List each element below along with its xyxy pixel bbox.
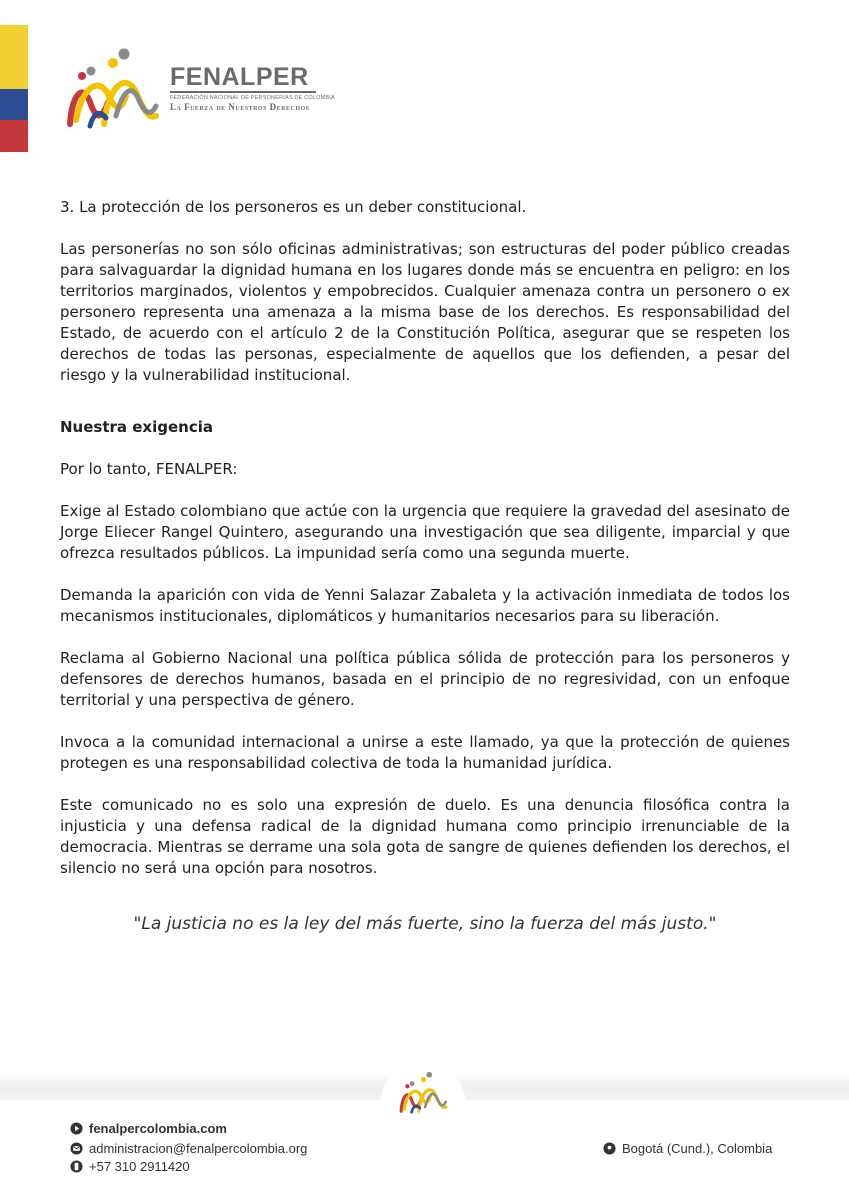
brand-full-name: FEDERACIÓN NACIONAL DE PERSONERÍAS DE COLOMBIA [170,95,335,101]
paragraph-exige: Exige al Estado colombiano que actúe con la urgencia que requiere la gravedad del asesinato de Jorge Eliecer Rangel Quintero, asegurando una investigación que sea diligente, imparcial y que ofrezca resultados públicos. La impunidad sería como una segunda muerte. [60,502,790,562]
document-body [60,197,790,879]
footer-website[interactable] [70,1121,227,1136]
whatsapp-icon [70,1160,83,1173]
flag-stripe-blue [0,89,28,120]
paragraph-intro: Por lo tanto, FENALPER: [60,460,238,478]
fenalper-logo-icon [64,46,160,132]
email-text: administracion@fenalpercolombia.org [89,1141,308,1156]
brand-name: FENALPER [170,63,309,91]
location-text: Bogotá (Cund.), Colombia [622,1141,773,1156]
brand-block [170,64,335,112]
footer-phone[interactable] [70,1159,190,1174]
footer-location [603,1141,772,1156]
location-pin-icon [603,1142,616,1155]
website-text: fenalpercolombia.com [89,1121,227,1136]
paragraph-invoca: Invoca a la comunidad internacional a unirse a este llamado, ya que la protección de quienes protegen es una responsabilidad colectiva de toda la humanidad jurídica. [60,733,790,772]
paragraph-reclama: Reclama al Gobierno Nacional una política pública sólida de protección para los personeros y defensores de derechos humanos, basada en el principio de no regresividad, con un enfoque territorial y una perspectiva de género. [60,649,790,709]
section-title: 3. La protección de los personeros es un deber constitucional. [60,198,527,216]
flag-stripe-red [0,120,28,152]
flag-stripe-yellow [0,25,28,89]
email-icon [70,1142,83,1155]
phone-text: +57 310 2911420 [89,1159,190,1174]
paragraph-comunicado: Este comunicado no es solo una expresión de duelo. Es una denuncia filosófica contra la injusticia y una defensa radical de la dignidad humana como principio irrenunciable de la democracia. Mientras se derrame una sola gota de sangre de quienes defienden los derechos, el silencio no será una opción para nosotros. [60,796,790,877]
play-icon [70,1122,83,1135]
closing-quote: "La justicia no es la ley del más fuerte, sino la fuerza del más justo." [133,914,717,934]
brand-divider [170,91,316,93]
paragraph-constitutional-duty: Las personerías no son sólo oficinas administrativas; son estructuras del poder público creadas para salvaguardar la dignidad humana en los lugares donde más se encuentra en peligro: en los territorios marginados, violentos y empobrecidos. Cualquier amenaza contra un personero o ex personero representa una amenaza a la misma base de los derechos. Es responsabilidad del Estado, de acuerdo con el artículo 2 de la Constitución Política, asegurar que se respeten los derechos de todas las personas, especialmente de aquellos que los defienden, a pesar del riesgo y la vulnerabilidad institucional. [60,240,790,384]
brand-tagline: La Fuerza de Nuestros Derechos [170,102,310,112]
footer-email[interactable] [70,1141,307,1156]
fenalper-small-logo-icon [398,1070,448,1116]
heading-nuestra-exigencia: Nuestra exigencia [60,418,213,436]
paragraph-demanda: Demanda la aparición con vida de Yenni Salazar Zabaleta y la activación inmediata de todos los mecanismos institucionales, diplomáticos y humanitarios necesarios para su liberación. [60,586,790,625]
